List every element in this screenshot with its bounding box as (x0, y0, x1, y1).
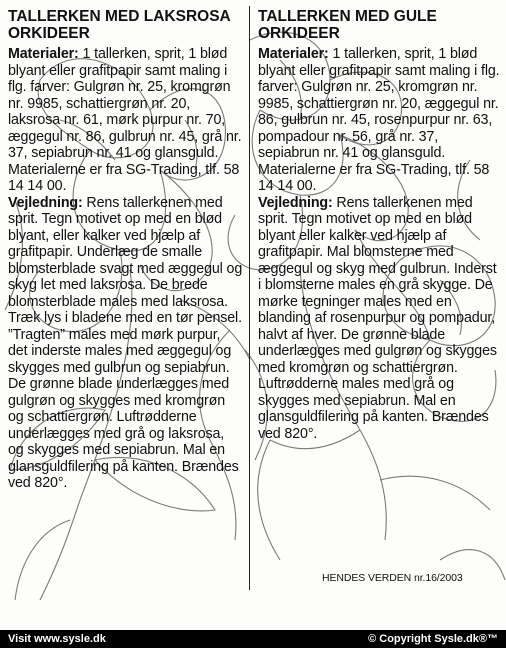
right-article-column (258, 8, 502, 442)
right-guide-paragraph (258, 195, 502, 443)
left-guide-text: Rens tallerkenen med sprit. Tegn motivet op med en blød blyant, eller kalker ved hjælp af grafitpapir. Underlæg de smalle blomsterblade svagt med æggegul og skyg let med laksrosa. De brede blomsterblade males med laksrosa. Træk lys i bladene med en tør pensel. ”Tragten” males med mørk purpur, det inderste males med æggegul og skygges med gulbrun og sepiabrun. De grønne blade underlægges med gulgrøn og skygges med kromgrøn og schattiergrøn. Luftrødderne underlægges med grå og laksrosa, og skygges med sepiabrun. Mal en glansguldfilering på kanten. Brændes ved 820°. (8, 194, 243, 491)
left-materials-label: Materialer: (8, 46, 79, 62)
footer-bar (0, 630, 506, 648)
left-materials-text: 1 tallerken, sprit, 1 blød blyant eller grafitpapir samt maling i flg. farver: Gulgrøn nr. 25, kromgrøn nr. 9985, schattiergrøn nr. 20, laksrosa nr. 61, mørk purpur nr. 70, æggegul nr. 86, gulbrun nr. 45, grå nr. 37, sepiabrun nr. 41 og glansguld. Materialerne er fra SG-Trading, tlf. 58 14 14 00. (8, 46, 242, 194)
source-credit: HENDES VERDEN nr.16/2003 (322, 572, 463, 584)
footer-website-link[interactable]: Visit www.sysle.dk (8, 633, 106, 645)
left-materials-paragraph (8, 46, 243, 195)
right-article-title: TALLERKEN MED GULE ORKIDEER (258, 8, 437, 42)
right-guide-text: Rens tallerkenen med sprit. Tegn motivet op med en blød blyant eller kalker ved hjælp af grafitpapir. Mal blomsterne med æggegul og skyg med gulbrun. Inderst i blomsterne males en grå skygge. De mørke tegninger males med en blanding af rosenpurpur og pompadur, halvt af hver. De grønne blade underlægges med gulgrøn og skygges med kromgrøn og schattiergrøn. Luftrødderne males med grå og skygges med sepiabrun. Mal en glansguldfilering på kanten. Brændes ved 820°. (258, 194, 497, 442)
left-article-column (8, 8, 243, 492)
left-article-title: TALLERKEN MED LAKSROSA ORKIDEER (8, 8, 231, 42)
column-divider (249, 6, 250, 590)
right-materials-label: Materialer: (258, 46, 329, 62)
right-guide-label: Vejledning: (258, 194, 333, 211)
right-materials-paragraph (258, 46, 502, 195)
left-guide-label: Vejledning: (8, 194, 83, 211)
left-guide-paragraph (8, 195, 243, 492)
footer-copyright: © Copyright Sysle.dk®™ (368, 633, 498, 645)
right-materials-text: 1 tallerken, sprit, 1 blød blyant eller grafitpapir samt maling i flg. farver: Gulgrøn nr. 25, kromgrøn nr. 9985, schattiergrøn nr. 20, æggegul nr. 86, gulbrun nr. 45, rosenpurpur nr. 63, pompadour nr. 56, grå nr. 37, sepiabrun nr. 41 og glansguld. Materialerne er fra SG-Trading, tlf. 58 14 14 00. (258, 46, 500, 194)
